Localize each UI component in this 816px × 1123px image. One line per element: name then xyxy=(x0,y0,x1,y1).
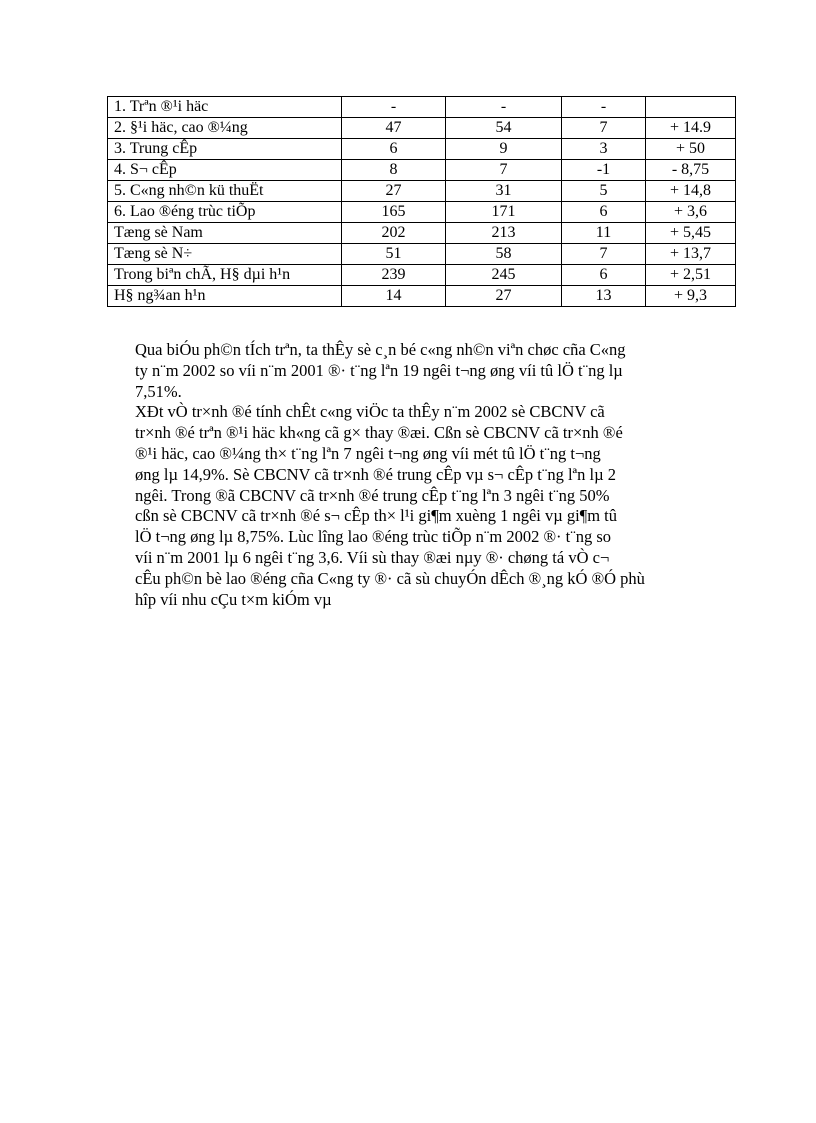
row-label: 2. §¹i häc, cao ®¼ng xyxy=(108,118,342,139)
text-line: øng lµ 14,9%. Sè CBCNV cã tr×nh ®é trung cÊp vµ s¬ cÊp t¨ng lªn lµ 2 xyxy=(135,464,616,484)
value-2002: - xyxy=(446,97,562,118)
text-line: cÊu ph©n bè lao ®éng cña C«ng ty ®· cã sù chuyÓn dÊch ®¸ng kÓ ®Ó phù xyxy=(135,568,645,588)
row-label: 5. C«ng nh©n kü thuËt xyxy=(108,181,342,202)
table-row xyxy=(108,97,736,118)
value-percent: - 8,75 xyxy=(646,160,736,181)
value-percent: + 13,7 xyxy=(646,244,736,265)
value-2002: 27 xyxy=(446,286,562,307)
value-change: 5 xyxy=(562,181,646,202)
value-2002: 245 xyxy=(446,265,562,286)
value-percent: + 14.9 xyxy=(646,118,736,139)
value-2002: 58 xyxy=(446,244,562,265)
value-2001: 47 xyxy=(342,118,446,139)
value-2001: - xyxy=(342,97,446,118)
analysis-text xyxy=(135,340,735,610)
value-2002: 31 xyxy=(446,181,562,202)
table-row xyxy=(108,160,736,181)
value-change: 6 xyxy=(562,265,646,286)
value-percent: + 5,45 xyxy=(646,223,736,244)
table-row xyxy=(108,286,736,307)
value-2001: 8 xyxy=(342,160,446,181)
table-row xyxy=(108,223,736,244)
row-label: 6. Lao ®éng trùc tiÕp xyxy=(108,202,342,223)
value-2002: 7 xyxy=(446,160,562,181)
row-label: Tæng sè Nam xyxy=(108,223,342,244)
row-label: 1. Trªn ®¹i häc xyxy=(108,97,342,118)
value-percent: + 14,8 xyxy=(646,181,736,202)
text-line: XÐt vÒ tr×nh ®é tính chÊt c«ng viÖc ta thÊy n¨m 2002 sè CBCNV cã xyxy=(135,402,605,422)
text-line: cßn sè CBCNV cã tr×nh ®é s¬ cÊp th× l¹i gi¶m xuèng 1 ngêi vµ gi¶m tû xyxy=(135,506,618,526)
row-label: 3. Trung cÊp xyxy=(108,139,342,160)
table-row xyxy=(108,118,736,139)
value-2001: 239 xyxy=(342,265,446,286)
table-row xyxy=(108,265,736,286)
text-line: hîp víi nhu cÇu t×m kiÓm vµ xyxy=(135,589,332,609)
value-percent xyxy=(646,97,736,118)
value-2001: 14 xyxy=(342,286,446,307)
value-2001: 51 xyxy=(342,244,446,265)
text-line: tr×nh ®é trªn ®¹i häc kh«ng cã g× thay ®æi. Cßn sè CBCNV cã tr×nh ®é xyxy=(135,423,623,443)
value-change: 7 xyxy=(562,244,646,265)
text-line: ngêi. Trong ®ã CBCNV cã tr×nh ®é trung cÊp t¨ng lªn 3 ngêi t¨ng 50% xyxy=(135,485,610,505)
value-2002: 54 xyxy=(446,118,562,139)
value-2001: 165 xyxy=(342,202,446,223)
value-percent: + 3,6 xyxy=(646,202,736,223)
value-change: 3 xyxy=(562,139,646,160)
text-line: víi n¨m 2001 lµ 6 ngêi t¨ng 3,6. Víi sù thay ®æi nµy ®· chøng tá vÒ c¬ xyxy=(135,547,610,567)
row-label: H§ ng¾an h¹n xyxy=(108,286,342,307)
text-line: 7,51%. xyxy=(135,381,182,401)
text-line: ®¹i häc, cao ®¼ng th× t¨ng lªn 7 ngêi t¬ng øng víi mét tû lÖ t¨ng t¬ng xyxy=(135,443,601,463)
value-2001: 6 xyxy=(342,139,446,160)
value-change: - xyxy=(562,97,646,118)
personnel-table xyxy=(107,96,736,307)
value-change: 7 xyxy=(562,118,646,139)
table-row xyxy=(108,244,736,265)
row-label: Tæng sè N÷ xyxy=(108,244,342,265)
text-line: Qua biÓu ph©n tÍch trªn, ta thÊy sè c¸n bé c«ng nh©n viªn chøc cña C«ng xyxy=(135,340,626,359)
value-2001: 202 xyxy=(342,223,446,244)
text-line: lÖ t¬ng øng lµ 8,75%. Lùc lîng lao ®éng trùc tiÕp n¨m 2002 ®· t¨ng so xyxy=(135,527,612,547)
value-percent: + 50 xyxy=(646,139,736,160)
value-change: 6 xyxy=(562,202,646,223)
value-2002: 9 xyxy=(446,139,562,160)
value-2002: 171 xyxy=(446,202,562,223)
row-label: Trong biªn chÃ, H§ dµi h¹n xyxy=(108,265,342,286)
table-row xyxy=(108,139,736,160)
text-line: ty n¨m 2002 so víi n¨m 2001 ®· t¨ng lªn 19 ngêi t¬ng øng víi tû lÖ t¨ng lµ xyxy=(135,360,623,380)
paragraph-summary xyxy=(135,340,735,402)
value-2001: 27 xyxy=(342,181,446,202)
value-change: 11 xyxy=(562,223,646,244)
paragraph-qualification-analysis xyxy=(135,402,735,610)
value-percent: + 2,51 xyxy=(646,265,736,286)
value-percent: + 9,3 xyxy=(646,286,736,307)
value-change: -1 xyxy=(562,160,646,181)
value-change: 13 xyxy=(562,286,646,307)
table-row xyxy=(108,181,736,202)
row-label: 4. S¬ cÊp xyxy=(108,160,342,181)
table-row xyxy=(108,202,736,223)
value-2002: 213 xyxy=(446,223,562,244)
